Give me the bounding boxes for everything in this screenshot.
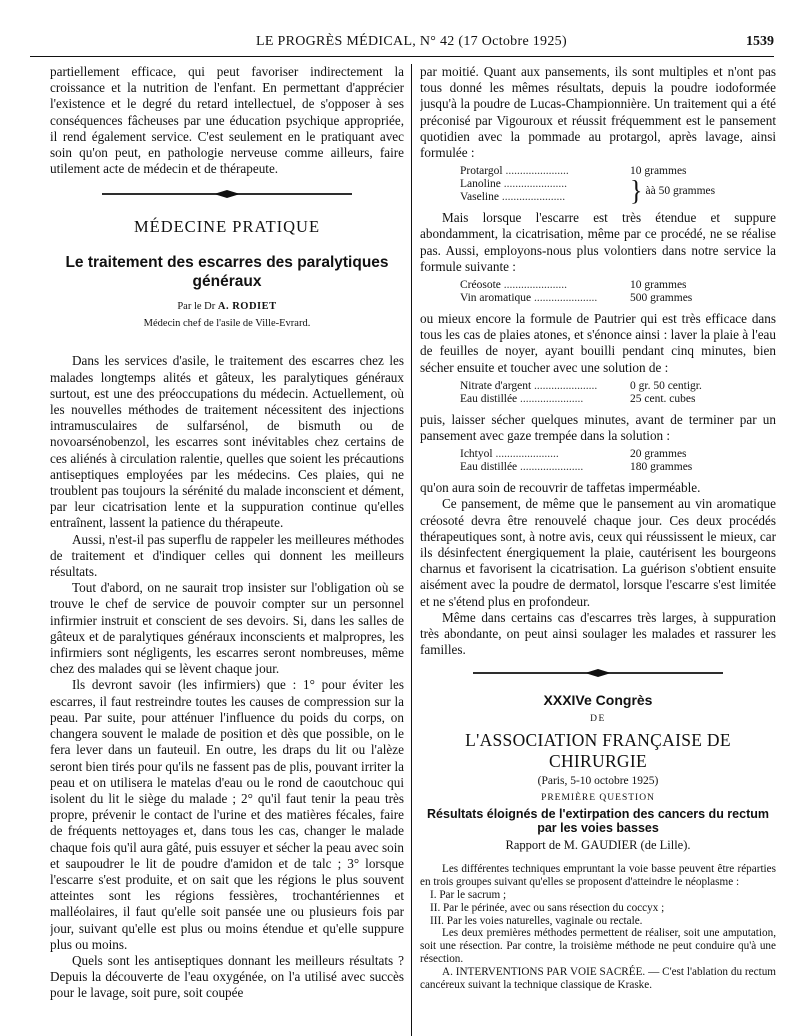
list-item: I. Par le sacrum ;: [430, 889, 507, 902]
formula-row: Eau distillée ...................... 25 cent. cubes: [460, 392, 696, 405]
article-title: Le traitement des escarres des paralytiques généraux: [65, 254, 389, 291]
ornament-divider: [420, 668, 776, 678]
formula-row: Ichtyol ...................... 20 grammes: [460, 448, 687, 461]
running-title: LE PROGRÈS MÉDICAL, N° 42 (17 Octobre 1925): [256, 34, 567, 49]
formula-ichtyol: [460, 448, 776, 474]
body-paragraph: Quels sont les antiseptiques donnant les meilleurs résultats ? Depuis la découverte de l'eau oxygénée, on l'a utilisé avec succès pour le lavage, soit pure, soit coupée: [50, 952, 404, 1001]
column-divider: [411, 64, 412, 1036]
congress-question: PREMIÈRE QUESTION: [541, 793, 655, 804]
brace-icon: }: [630, 174, 643, 207]
right-column: [420, 64, 776, 991]
body-paragraph: Les différentes techniques empruntant la voie basse peuvent être réparties en trois groupes suivant qu'elles se proposent d'atteindre le néoplasme :: [420, 863, 776, 889]
body-paragraph: Ils devront savoir (les infirmiers) que : 1° pour éviter les escarres, il faut restreindre toutes les causes de compression sur la peau. Par suite, pour atténuer l'influence du poids du corps, on changera souvent le malade de position et dès que possible, on le fera lever dans un fauteuil. En outre, les draps du lit ou l'alèze seront bien tirés pour qu'ils ne fassent pas de plis, pouvant irriter la peau et on utilisera le matelas d'eau ou le rond de caoutchouc qui isolent du lit le siège du malade ; 2° qu'il faut tenir la peau très propre, prévenir le contact de l'urine et des matières fécales, faire de fréquents nettoyages et, dans tous les cas, changer le malade chaque fois qu'il aura gâté, puis essuyer et sécher la peau avec soin et saupoudrer le lit de poudre d'amidon et de talc ; 3° lorsque l'escarre s'est produite, et on sait que les régions le plus souvent atteintes sont les régions fessières, trochantériennes et malléolaires, il faut qu'elle soit pansée une ou plusieurs fois par jour, suivant qu'elle est plus ou moins étendue et qu'elle suppure plus ou moins.: [50, 677, 404, 952]
congress-heading: [420, 692, 776, 853]
author-name: A. RODIET: [217, 301, 277, 313]
left-column: [50, 64, 404, 1002]
body-paragraph: Mais lorsque l'escarre est très étendue et suppure abondamment, la cicatrisation, même par ce procédé, ne se réalise pas. Aussi, employons-nous plus volontiers dans notre service la formule suivante :: [420, 210, 776, 274]
list-item: III. Par les voies naturelles, vaginale ou rectale.: [430, 914, 643, 927]
body-paragraph: A. INTERVENTIONS PAR VOIE SACRÉE. — C'est l'ablation du rectum cancéreux suivant la technique classique de Kraske.: [420, 965, 776, 991]
author-prefix: Par le Dr: [177, 301, 216, 313]
formula-protargol: [460, 165, 776, 207]
body-paragraph: Même dans certains cas d'escarres très larges, à suppuration très abondante, on peut ainsi soulager les malades et rassurer les familles.: [420, 609, 776, 658]
body-paragraph: Dans les services d'asile, le traitement des escarres chez les malades longtemps alités et gâteux, les paralytiques généraux surtout, est une des préoccupations du médecin. Actuellement, où les nouvelles méthodes de traitement nécessitent des injections intramusculaires de sulfarsénol, de bismuth ou de novoarsénobenzol, les escarres sont inévitables chez certains de ces aliénés à circulation ralentie, quelles que soient les précautions antiseptiques employées par les médecins. Ces plaies, qui ne troublent pas toujours la sérénité du malade inconscient et dément, par leur cicatrisation lente et la suppuration continue qu'elles entraînent, lassent la patience du thérapeute.: [50, 353, 404, 531]
body-paragraph: Aussi, n'est-il pas superflu de rappeler les meilleures méthodes de traitement et d'indiquer celles qui donnent les meilleurs résultats.: [50, 531, 404, 580]
formula-creosote: [460, 279, 776, 305]
congress-title: XXXIVe Congrès: [543, 692, 653, 709]
body-paragraph: qu'on aura soin de recouvrir de taffetas imperméable.: [420, 480, 701, 496]
formula-nitrate: [460, 380, 776, 406]
formula-row: Vin aromatique ...................... 500 grammes: [460, 292, 693, 305]
technique-list: [430, 889, 776, 927]
body-paragraph: Ce pansement, de même que le pansement au vin aromatique créosoté devra être renouvelé chaque jour. Ces deux procédés thérapeutiques sont, à notre avis, ceux qui réussissent le mieux, car ils désinfectent énergiquement la plaie, cautérisent les bourgeons charnus et favorisent la cicatrisation. La guérison s'obtient ensuite aisément avec la poudre de dermatol, lorsque l'escarre s'est limitée et ne s'étend plus en profondeur.: [420, 496, 776, 609]
body-paragraph: puis, laisser sécher quelques minutes, avant de terminer par un pansement avec gaze trempée dans la solution :: [420, 411, 776, 444]
ornament-divider: [50, 189, 404, 199]
section-title: MÉDECINE PRATIQUE: [133, 217, 321, 237]
formula-row: Eau distillée ...................... 180 grammes: [460, 461, 693, 474]
congress-results-title: Résultats éloignés de l'extirpation des cancers du rectum par les voies basses: [427, 807, 769, 836]
congress-association: L'ASSOCIATION FRANÇAISE DE CHIRURGIE: [465, 730, 731, 772]
author-affiliation: Médecin chef de l'asile de Ville-Evrard.: [143, 318, 311, 330]
body-paragraph: par moitié. Quant aux pansements, ils sont multiples et n'ont pas tous donné les mêmes résultats, depuis la poudre iodoformée jusqu'à la poudre de Lucas-Championnière. Un traitement qui a été préconisé par Vigouroux et réussit fréquemment est le pansement quotidien avec la pommade au protargol, après lavage, ainsi formulée :: [420, 64, 776, 161]
formula-row: Créosote ...................... 10 grammes: [460, 279, 687, 292]
author-line: [50, 301, 404, 312]
congress-place: (Paris, 5-10 octobre 1925): [537, 775, 659, 788]
congress-de: DE: [590, 714, 606, 725]
formula-brace-group: Lanoline ...................... Vaseline ...................... } àà 50 grammes: [460, 174, 716, 207]
body-paragraph: Tout d'abord, on ne saurait trop insister sur l'obligation où se trouve le chef de service de pouvoir compter sur un personnel infirmier instruit et conscient de ses devoirs. Si, dans les salles de gâteux et de paralytiques généraux inconscients et malpropres, les infirmiers sont négligents, les escarres seront nombreuses, même chez des malades qui se lèvent chaque jour.: [50, 580, 404, 677]
list-item: II. Par le périnée, avec ou sans résection du coccyx ;: [430, 901, 665, 914]
congress-rapport: Rapport de M. GAUDIER (de Lille).: [505, 838, 691, 853]
body-paragraph: ou mieux encore la formule de Pautrier qui est très efficace dans tous les cas de plaies atones, et s'énonce ainsi : laver la plaie à l'eau de feuilles de noyer, ayant bouilli pendant cinq minutes, bien sécher ensuite et toucher avec une solution de :: [420, 311, 776, 375]
body-paragraph: Les deux premières méthodes permettent de réaliser, soit une amputation, soit une résection. Par contre, la troisième méthode ne peut conduire qu'à une résection.: [420, 927, 776, 966]
intro-paragraph: partiellement efficace, qui peut favoriser indirectement la croissance et la nutrition de l'enfant. En permettant d'apprécier l'existence et le degré du retard intellectuel, de s'opposer à ses conséquences fâcheuses par une éducation psychique appropriée, il rend également service. C'est seulement en le pratiquant avec soin qu'on peut, en pathologie nerveuse comme ailleurs, faire utilement acte de médecin et de thérapeute.: [50, 64, 404, 177]
formula-row: Nitrate d'argent ...................... 0 gr. 50 centigr.: [460, 379, 702, 392]
formula-row: Protargol ...................... 10 grammes: [460, 165, 687, 178]
page-number: 1539: [746, 34, 774, 49]
page-header: [30, 34, 774, 57]
